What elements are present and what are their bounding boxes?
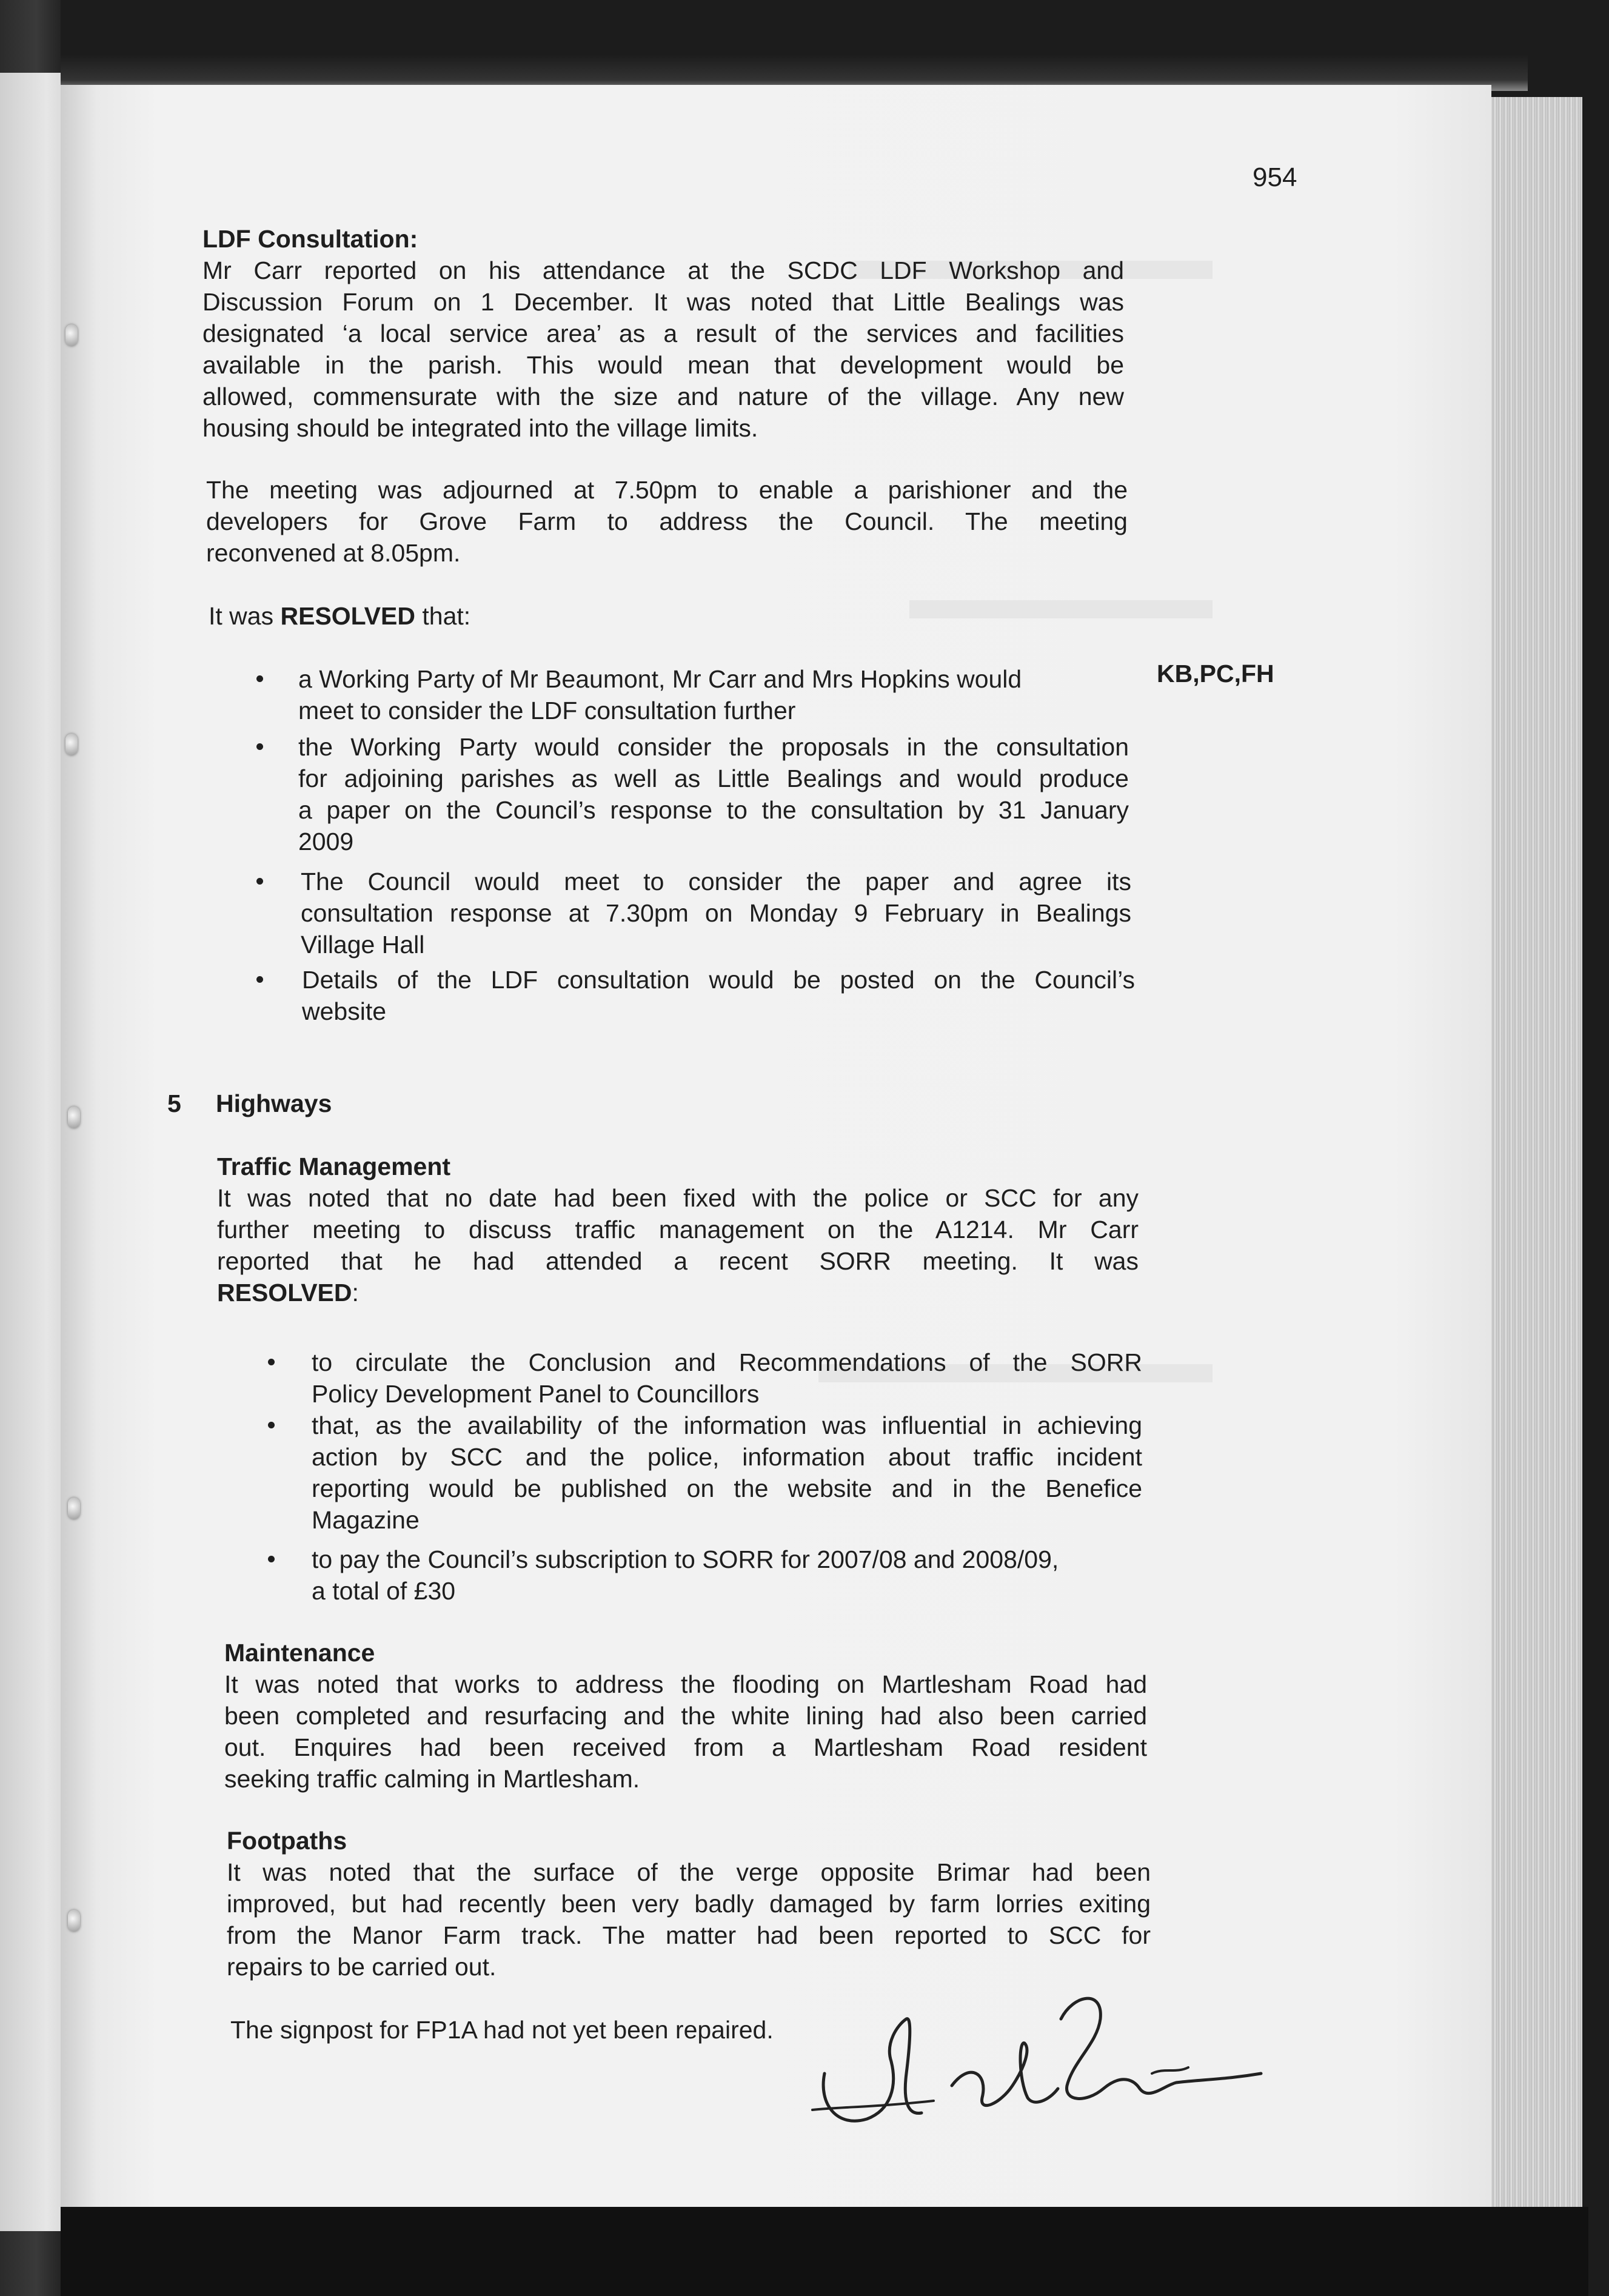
traffic-line: It was noted that no date had been fixed with the police or SCC for any: [217, 1184, 1139, 1212]
ldf-bullet-line: website: [302, 997, 387, 1025]
highways-heading: Highways: [216, 1089, 332, 1117]
ldf-bullet-line: for adjoining parishes as well as Little Bealings and would produce: [298, 765, 1129, 792]
ldf-bullet-line: a paper on the Council’s response to the consultation by 31 January: [298, 796, 1129, 824]
ldf-line: housing should be integrated into the village limits.: [202, 414, 758, 442]
ldf-bullet-line: consultation response at 7.30pm on Monday 9 February in Bealings: [301, 899, 1131, 927]
traffic-bullet-line: Policy Development Panel to Councillors: [312, 1380, 760, 1408]
footpaths-heading: Footpaths: [227, 1827, 347, 1855]
traffic-bullet-line: action by SCC and the police, information about traffic incident: [312, 1443, 1142, 1471]
adjourn-line: developers for Grove Farm to address the Council. The meeting: [206, 507, 1128, 535]
ldf-line: available in the parish. This would mean that development would be: [202, 351, 1124, 379]
ldf-line: allowed, commensurate with the size and nature of the village. Any new: [202, 383, 1124, 410]
traffic-bullet-line: reporting would be published on the website and in the Benefice: [312, 1474, 1142, 1502]
footpaths-line: from the Manor Farm track. The matter had been reported to SCC for: [227, 1921, 1151, 1949]
ldf-bullet-line: the Working Party would consider the proposals in the consultation: [298, 733, 1129, 761]
traffic-heading: Traffic Management: [217, 1153, 451, 1180]
traffic-line: further meeting to discuss traffic management on the A1214. Mr Carr: [217, 1216, 1139, 1243]
adjourn-line: The meeting was adjourned at 7.50pm to enable a parishioner and the: [206, 476, 1128, 504]
maintenance-line: been completed and resurfacing and the white lining had also been carried: [224, 1702, 1147, 1730]
traffic-bullet-line: that, as the availability of the information was influential in achieving: [312, 1411, 1142, 1439]
ldf-line: Discussion Forum on 1 December. It was noted that Little Bealings was: [202, 288, 1124, 316]
ldf-line: Mr Carr reported on his attendance at the SCDC LDF Workshop and: [202, 256, 1124, 284]
handwritten-signature: [800, 1983, 1297, 2140]
footpaths-line: improved, but had recently been very badly damaged by farm lorries exiting: [227, 1890, 1151, 1918]
maintenance-line: seeking traffic calming in Martlesham.: [224, 1765, 640, 1793]
action-initials: KB,PC,FH: [1157, 660, 1274, 688]
resolved-line: It was RESOLVED that:: [209, 602, 471, 630]
maintenance-line: out. Enquires had been received from a Martlesham Road resident: [224, 1733, 1147, 1761]
traffic-resolved: RESOLVED:: [217, 1279, 359, 1307]
ldf-bullet-line: Village Hall: [301, 931, 425, 959]
ldf-bullet-line: a Working Party of Mr Beaumont, Mr Carr and Mrs Hopkins would: [298, 665, 1022, 693]
bullet-dot: [256, 878, 263, 885]
bullet-dot: [256, 675, 263, 682]
bullet-dot: [268, 1422, 275, 1428]
ldf-heading: LDF Consultation:: [202, 225, 418, 253]
maintenance-line: It was noted that works to address the flooding on Martlesham Road had: [224, 1670, 1147, 1698]
bullet-dot: [268, 1359, 275, 1365]
traffic-bullet-line: to pay the Council’s subscription to SORR for 2007/08 and 2008/09,: [312, 1545, 1059, 1573]
bullet-dot: [268, 1556, 275, 1562]
ldf-line: designated ‘a local service area’ as a result of the services and facilities: [202, 320, 1124, 347]
ldf-bullet-line: Details of the LDF consultation would be posted on the Council’s: [302, 966, 1135, 994]
item-number: 5: [167, 1089, 181, 1117]
traffic-bullet-line: to circulate the Conclusion and Recommendations of the SORR: [312, 1348, 1142, 1376]
footpaths-line: It was noted that the surface of the verge opposite Brimar had been: [227, 1858, 1151, 1886]
traffic-bullet-line: Magazine: [312, 1506, 420, 1534]
traffic-bullet-line: a total of £30: [312, 1577, 456, 1605]
maintenance-heading: Maintenance: [224, 1639, 375, 1667]
traffic-line: reported that he had attended a recent SORR meeting. It was: [217, 1247, 1139, 1275]
signpost-note: The signpost for FP1A had not yet been repaired.: [230, 2016, 774, 2044]
bullet-dot: [256, 976, 263, 983]
bullet-dot: [256, 743, 263, 750]
footpaths-line: repairs to be carried out.: [227, 1953, 497, 1981]
ldf-bullet-line: meet to consider the LDF consultation further: [298, 697, 796, 725]
adjourn-line: reconvened at 8.05pm.: [206, 539, 461, 567]
page-number: 954: [1253, 162, 1297, 192]
ldf-bullet-line: The Council would meet to consider the paper and agree its: [301, 868, 1131, 895]
ldf-bullet-line: 2009: [298, 828, 354, 855]
